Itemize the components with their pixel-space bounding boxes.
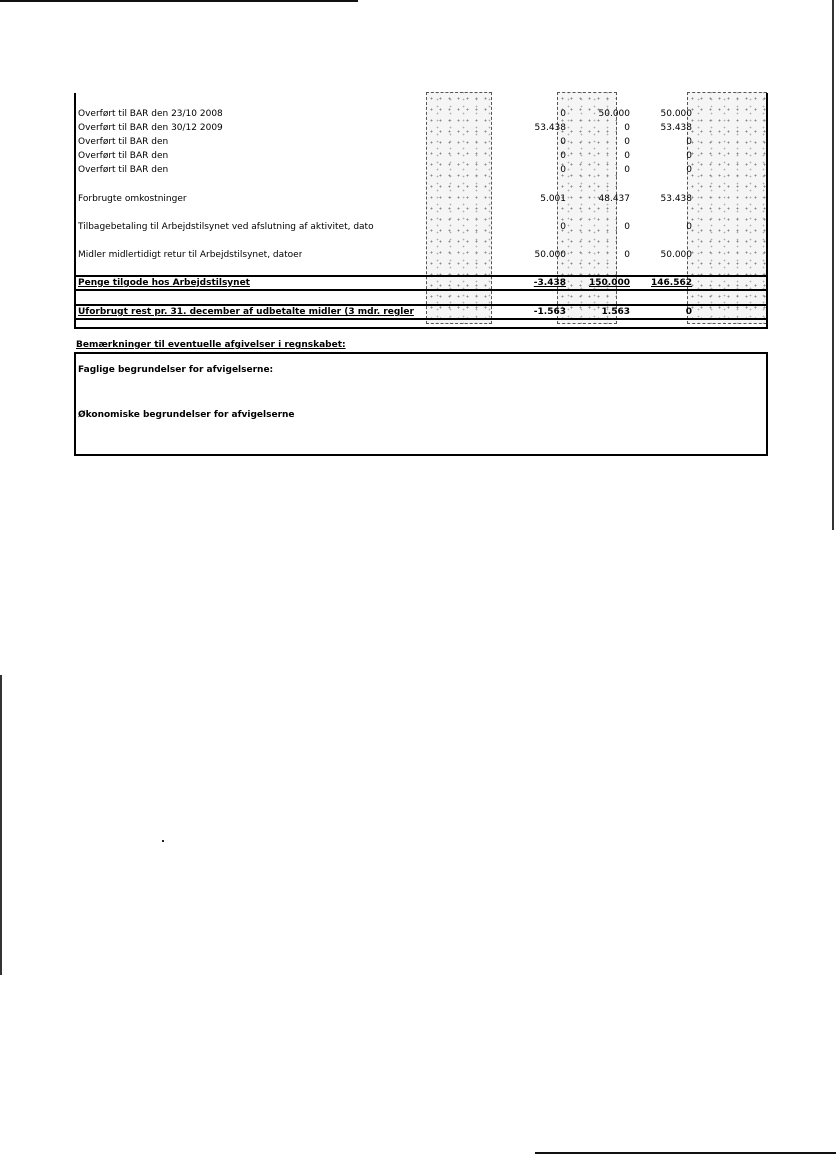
difference-value: 53.438 xyxy=(660,123,692,133)
row-label: Overført til BAR den 23/10 2008 xyxy=(78,109,223,119)
difference-value: 0 xyxy=(686,137,692,147)
row-label: Overført til BAR den xyxy=(78,137,169,147)
actual-total: -3.438 xyxy=(533,278,566,288)
row-label: Midler midlertidigt retur til Arbejdstilsynet, datoer xyxy=(78,250,303,260)
scan-edge-left xyxy=(0,675,2,975)
difference-value: 53.438 xyxy=(660,194,692,204)
actual-total: -1.563 xyxy=(533,307,566,317)
row-label: Tilbagebetaling til Arbejdstilsynet ved afslutning af aktivitet, dato xyxy=(78,222,374,232)
total-label: Penge tilgode hos Arbejdstilsynet xyxy=(78,278,250,288)
difference-total: 0 xyxy=(685,307,692,317)
scan-edge-right xyxy=(832,0,834,530)
scan-speck xyxy=(162,840,164,842)
actual-value: 0 xyxy=(560,222,566,232)
budget-value: 0 xyxy=(624,137,630,147)
difference-value: 0 xyxy=(686,165,692,175)
financial-reasons-label: Økonomiske begrundelser for afvigelserne xyxy=(78,410,295,420)
actual-value: 0 xyxy=(560,151,566,161)
budget-value: 50.000 xyxy=(598,109,630,119)
budget-value: 0 xyxy=(624,165,630,175)
budget-value: 0 xyxy=(624,222,630,232)
row-label: Overført til BAR den 30/12 2009 xyxy=(78,123,223,133)
budget-value: 0 xyxy=(624,151,630,161)
remarks-box xyxy=(74,352,768,456)
difference-total: 146.562 xyxy=(651,278,692,288)
row-divider xyxy=(74,318,768,320)
total-label: Uforbrugt rest pr. 31. december af udbetalte midler (3 mdr. regler xyxy=(78,307,414,317)
scan-edge-top xyxy=(0,0,358,2)
difference-value: 0 xyxy=(686,222,692,232)
remarks-heading: Bemærkninger til eventuelle afgivelser i regnskabet: xyxy=(76,340,346,350)
row-label: Forbrugte omkostninger xyxy=(78,194,187,204)
actual-value: 0 xyxy=(560,137,566,147)
difference-value: 50.000 xyxy=(660,109,692,119)
actual-value: 53.438 xyxy=(534,123,566,133)
professional-reasons-label: Faglige begrundelser for afvigelserne: xyxy=(78,365,274,375)
row-label: Overført til BAR den xyxy=(78,165,169,175)
budget-total: 1.563 xyxy=(601,307,630,317)
budget-value: 0 xyxy=(624,250,630,260)
budget-total: 150.000 xyxy=(589,278,630,288)
actual-value: 0 xyxy=(560,109,566,119)
difference-value: 50.000 xyxy=(660,250,692,260)
actual-value: 5.001 xyxy=(540,194,566,204)
actual-value: 0 xyxy=(560,165,566,175)
row-divider xyxy=(74,289,768,291)
difference-value: 0 xyxy=(686,151,692,161)
actual-value: 50.000 xyxy=(534,250,566,260)
row-label: Overført til BAR den xyxy=(78,151,169,161)
budget-value: 0 xyxy=(624,123,630,133)
budget-value: 48.437 xyxy=(598,194,630,204)
